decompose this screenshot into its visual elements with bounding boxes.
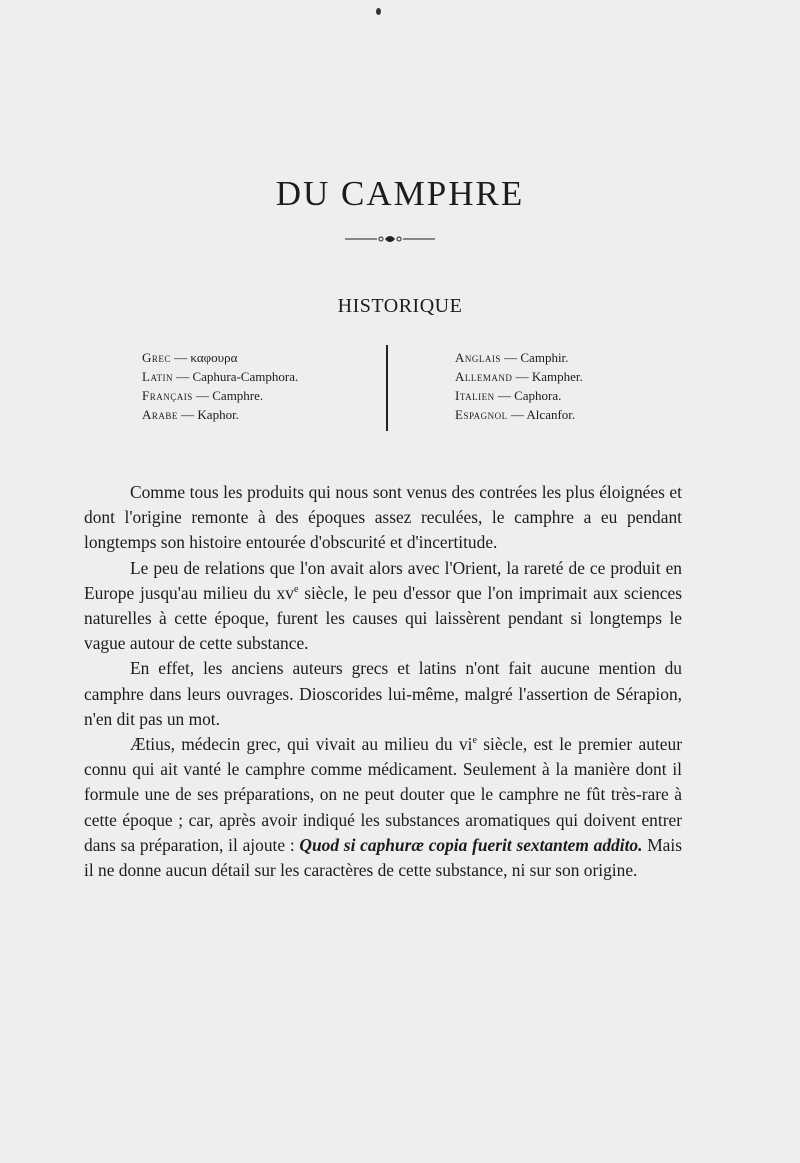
language-label: Anglais — [455, 350, 501, 365]
name-row — [455, 367, 675, 386]
body-text — [84, 480, 682, 883]
title-ornament — [345, 232, 435, 246]
language-label: Espagnol — [455, 407, 508, 422]
latin-quote: Quod si caphuræ copia fuerit sextantem addito. — [299, 834, 643, 855]
language-label: Arabe — [142, 407, 178, 422]
name-value: Kampher. — [531, 369, 583, 384]
name-value: Camphir. — [520, 350, 569, 365]
paragraph: Le peu de relations que l'on avait alors avec l'Orient, la rareté de ce produit en Europe jusqu'au milieu du $xv^e$ siècle, le peu d'essor que l'on imprimait aux sciences naturelles à cette époque, furent les causes qui laissèrent pendant si longtemps le vague autour de cette substance. — [84, 557, 682, 654]
dash: — — [504, 350, 518, 365]
language-label: Italien — [455, 388, 495, 403]
names-left — [142, 348, 372, 424]
paragraph: Ætius, médecin grec, qui vivait au milieu du $vi^e$ siècle, est le premier auteur connu qui ait vanté le camphre comme médicament. Seulement à la manière dont il formule une de ses préparations, on ne peut douter que le camphre ne fût très-rare à cette époque ; car, après avoir indiqué les substances aromatiques qui doivent entrer dans sa préparation, il ajoute : Quod si caphuræ copia fuerit sextantem addito. Mais il ne donne aucun détail sur les caractères de cette substance, ni sur son origine. — [84, 734, 682, 881]
name-row — [455, 348, 675, 367]
chapter-title: DU CAMPHRE — [275, 174, 525, 213]
dash: — — [497, 388, 511, 403]
name-row — [142, 386, 372, 405]
name-value: καφουρα — [190, 350, 238, 365]
name-value: Camphre. — [212, 388, 264, 403]
name-row — [455, 405, 675, 424]
paragraph: Comme tous les produits qui nous sont venus des contrées les plus éloignées et dont l'origine remonte à des époques assez reculées, le camphre a eu pendant longtemps son histoire entourée d'obscurité et d'incertitude. — [84, 482, 682, 553]
language-label: Latin — [142, 369, 173, 384]
dash: — — [174, 350, 188, 365]
name-value: Caphura-Camphora. — [192, 369, 299, 384]
column-divider — [386, 345, 388, 431]
name-value: Alcanfor. — [526, 407, 576, 422]
name-row — [142, 405, 372, 424]
name-row — [455, 386, 675, 405]
name-value: Caphora. — [514, 388, 562, 403]
paragraph: En effet, les anciens auteurs grecs et latins n'ont fait aucune mention du camphre dans leurs ouvrages. Dioscorides lui-même, malgré l'assertion de Sérapion, n'en dit pas un mot. — [84, 658, 682, 729]
dash: — — [510, 407, 524, 422]
section-heading: HISTORIQUE — [337, 295, 463, 317]
name-row — [142, 348, 372, 367]
language-label: Grec — [142, 350, 171, 365]
language-label: Allemand — [455, 369, 513, 384]
dash: — — [515, 369, 529, 384]
name-value: Kaphor. — [197, 407, 239, 422]
dash: — — [176, 369, 190, 384]
names-right — [455, 348, 675, 424]
name-row — [142, 367, 372, 386]
dash: — — [196, 388, 209, 403]
ink-speck — [376, 8, 381, 15]
language-label: Français — [142, 388, 193, 403]
dash: — — [181, 407, 195, 422]
